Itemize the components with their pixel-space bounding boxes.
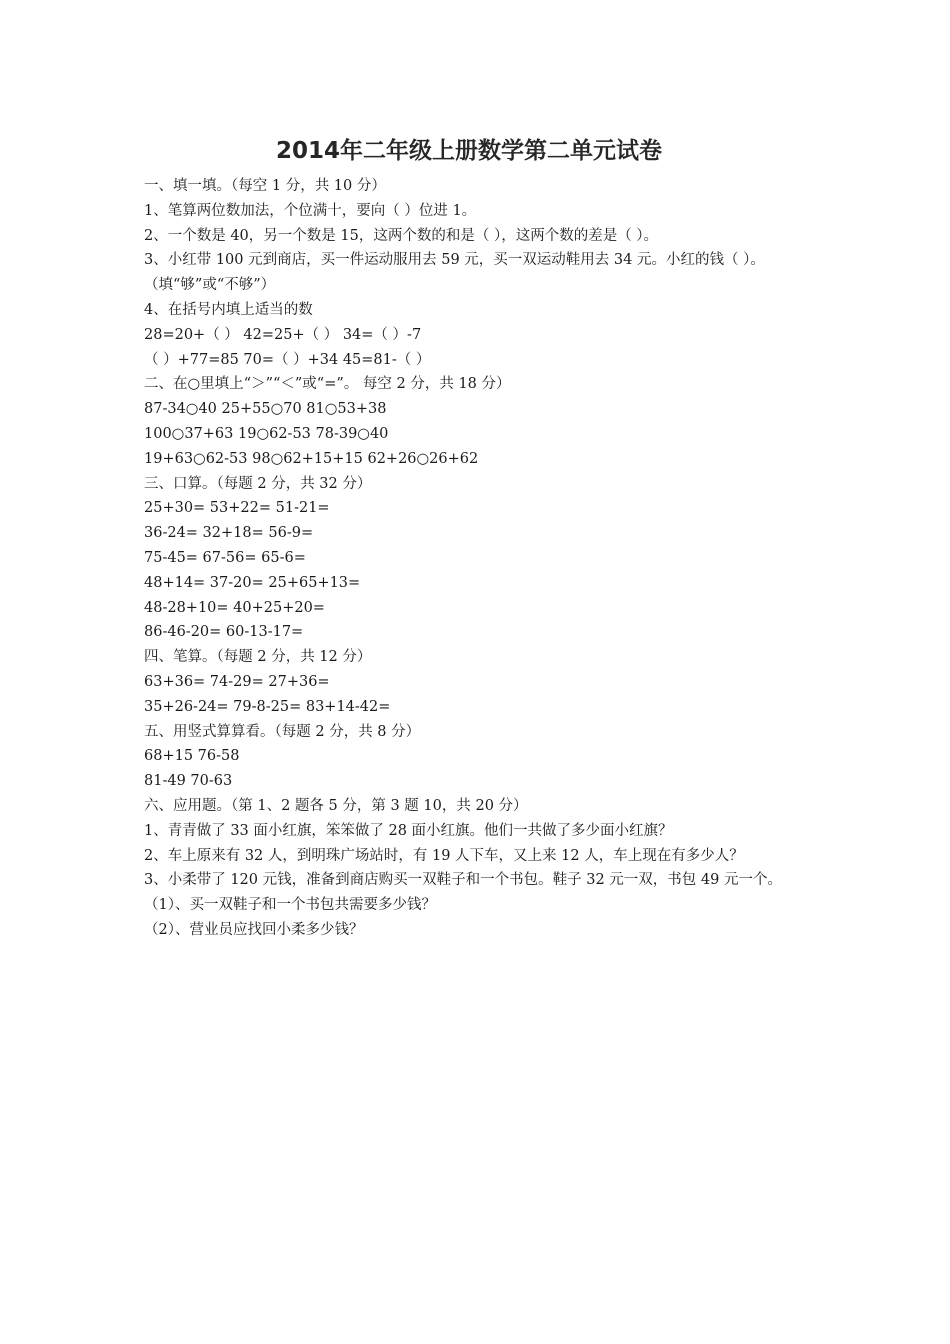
section-heading-fill-in: 一、填一填。（每空 1 分，共 10 分） [144,178,386,194]
question-line: 100○37+63 19○62-53 78-39○40 [144,425,389,442]
section-heading-compare: 二、在○里填上“＞”“＜”或“=”。 每空 2 分，共 18 分） [144,376,511,393]
question-line: （1）、买一双鞋子和一个书包共需要多少钱？ [144,897,436,914]
section-heading-vertical-calc: 五、用竖式算算看。（每题 2 分，共 8 分） [144,723,421,740]
document-body [144,174,804,943]
question-line: 4、在括号内填上适当的数 [144,301,313,318]
question-line: 48+14= 37-20= 25+65+13= [144,574,361,591]
question-line: 35+26-24= 79-8-25= 83+14-42= [144,698,391,715]
question-line: 3、小柔带了 120 元钱，准备到商店购买一双鞋子和一个书包。鞋子 32 元一双，书包 49 元一个。 [144,872,782,889]
question-line: 48-28+10= 40+25+20= [144,599,325,616]
question-line: 25+30= 53+22= 51-21= [144,500,330,517]
page-title: 2014年二年级上册数学第二单元试卷 [275,138,662,164]
question-line: 19+63○62-53 98○62+15+15 62+26○26+62 [144,450,479,467]
question-line: 28=20+（ ） 42=25+（ ） 34=（ ）-7 [144,326,422,343]
question-line: 1、青青做了 33 面小红旗，笨笨做了 28 面小红旗。他们一共做了多少面小红旗？ [144,822,673,839]
question-line: 63+36= 74-29= 27+36= [144,673,330,690]
question-line: 86-46-20= 60-13-17= [144,624,304,641]
section-heading-mental-math: 三、口算。（每题 2 分，共 32 分） [144,475,372,492]
question-line: 1、笔算两位数加法，个位满十，要向（ ）位进 1。 [144,202,477,219]
question-line: 68+15 76-58 [144,748,240,765]
question-line: 2、一个数是 40，另一个数是 15，这两个数的和是（ ），这两个数的差是（ ）。 [144,227,659,244]
question-line: （ ）+77=85 70=（ ）+34 45=81-（ ） [144,351,431,368]
question-line: 2、车上原来有 32 人，到明珠广场站时，有 19 人下车，又上来 12 人，车上现在有多少人？ [144,847,744,864]
question-line: 81-49 70-63 [144,773,233,790]
question-line: 36-24= 32+18= 56-9= [144,525,314,542]
section-heading-word-problems: 六、应用题。（第 1、2 题各 5 分，第 3 题 10，共 20 分） [144,797,528,814]
question-line: 3、小红带 100 元到商店，买一件运动服用去 59 元，买一双运动鞋用去 34 元。小红的钱（ ）。（填“够”或“不够”） [144,252,765,294]
section-heading-written-calc: 四、笔算。（每题 2 分，共 12 分） [144,649,372,666]
question-line: 75-45= 67-56= 65-6= [144,549,306,566]
question-line: 87-34○40 25+55○70 81○53+38 [144,401,387,418]
question-line: （2）、营业员应找回小柔多少钱？ [144,921,364,938]
